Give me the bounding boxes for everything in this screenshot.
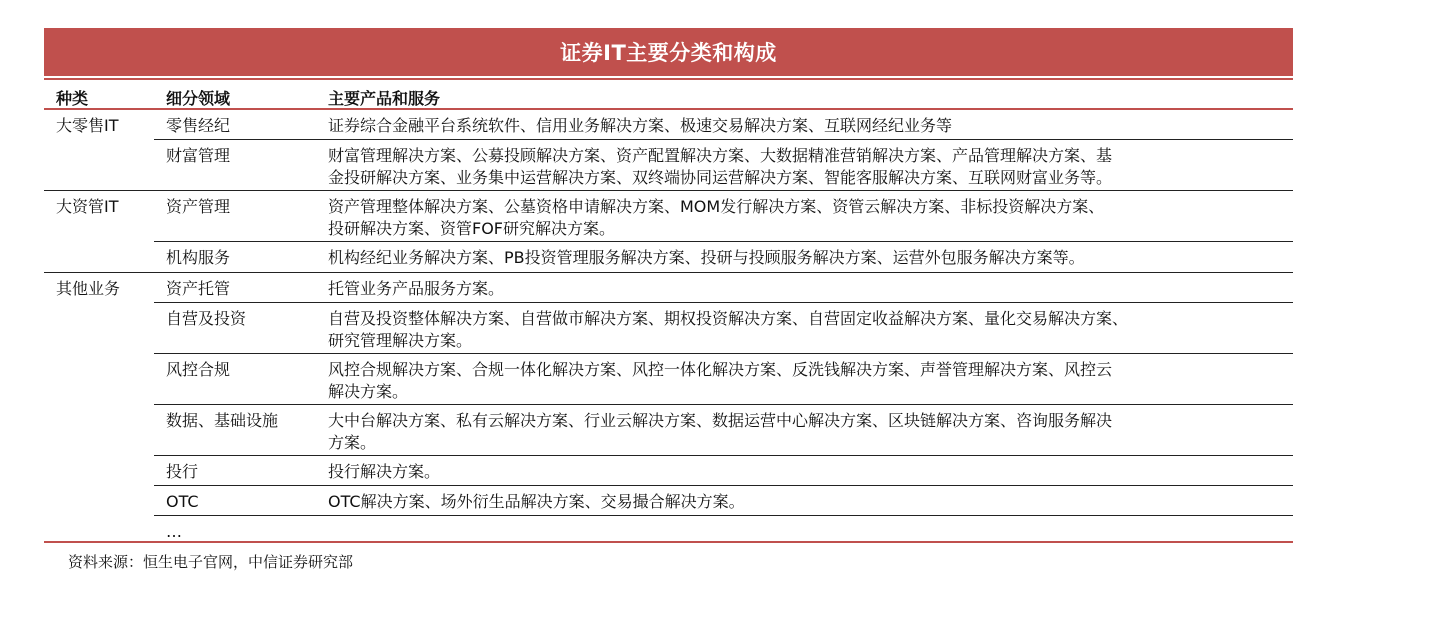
row-products: 大中台解决方案、私有云解决方案、行业云解决方案、数据运营中心解决方案、区块链解决方案、咨询服务解决 方案。: [328, 411, 1113, 452]
row-products: 机构经纪业务解决方案、PB投资管理服务解决方案、投研与投顾服务解决方案、运营外包服务解决方案等。: [328, 248, 1085, 267]
row-subfield: 资产管理: [166, 197, 231, 216]
row-products: 托管业务产品服务方案。: [328, 279, 505, 298]
row-divider: [154, 302, 1293, 303]
table-row: [44, 516, 1293, 541]
table-row: [44, 191, 1293, 241]
group-divider: [44, 272, 1293, 273]
header-category: 种类: [56, 89, 89, 108]
group-divider: [44, 190, 1293, 191]
row-subfield: OTC: [166, 492, 199, 511]
row-subfield: 机构服务: [166, 248, 231, 267]
row-subfield: 财富管理: [166, 146, 231, 165]
row-divider: [154, 455, 1293, 456]
row-divider: [154, 353, 1293, 354]
row-products: 风控合规解决方案、合规一体化解决方案、风控一体化解决方案、反洗钱解决方案、声誉管理解决方案、风控云 解决方案。: [328, 360, 1113, 401]
table-row: [44, 242, 1293, 272]
row-subfield: 投行: [166, 462, 199, 481]
row-subfield: 零售经纪: [166, 116, 231, 135]
row-subfield: 风控合规: [166, 360, 231, 379]
table-row: [44, 273, 1293, 302]
table-row: [44, 486, 1293, 515]
table-title: 证券IT主要分类和构成: [44, 28, 1293, 76]
row-products: 投行解决方案。: [328, 462, 441, 481]
header-subfield: 细分领域: [166, 89, 231, 108]
table-bottom-divider: [44, 541, 1293, 543]
title-divider: [44, 78, 1293, 80]
row-products: 资产管理整体解决方案、公墓资格申请解决方案、MOM发行解决方案、资管云解决方案、非标投资解决方案、 投研解决方案、资管FOF研究解决方案。: [328, 197, 1105, 238]
row-subfield: …: [166, 522, 182, 541]
table-row: [44, 140, 1293, 190]
header-products: 主要产品和服务: [328, 89, 441, 108]
table-row: [44, 110, 1293, 139]
table-header: [44, 83, 1293, 108]
row-products: 证券综合金融平台系统软件、信用业务解决方案、极速交易解决方案、互联网经纪业务等: [328, 116, 953, 135]
row-products: 财富管理解决方案、公募投顾解决方案、资产配置解决方案、大数据精准营销解决方案、产品管理解决方案、基 金投研解决方案、业务集中运营解决方案、双终端协同运营解决方案、智能客服解决方案、互联网财富业务等。: [328, 146, 1113, 187]
row-divider: [154, 515, 1293, 516]
table-row: [44, 303, 1293, 353]
row-subfield: 资产托管: [166, 279, 231, 298]
row-divider: [154, 241, 1293, 242]
row-products: OTC解决方案、场外衍生品解决方案、交易撮合解决方案。: [328, 492, 745, 511]
row-category: 其他业务: [56, 279, 121, 298]
row-subfield: 自营及投资: [166, 309, 247, 328]
row-divider: [154, 404, 1293, 405]
table-row: [44, 405, 1293, 455]
row-subfield: 数据、基础设施: [166, 411, 279, 430]
row-products: 自营及投资整体解决方案、自营做市解决方案、期权投资解决方案、自营固定收益解决方案、量化交易解决方案、 研究管理解决方案。: [328, 309, 1129, 350]
row-divider: [154, 485, 1293, 486]
row-divider: [154, 139, 1293, 140]
table-row: [44, 456, 1293, 485]
row-category: 大资管IT: [56, 197, 119, 216]
row-category: 大零售IT: [56, 116, 119, 135]
table-row: [44, 354, 1293, 404]
source-note: 资料来源：恒生电子官网，中信证券研究部: [68, 553, 354, 571]
